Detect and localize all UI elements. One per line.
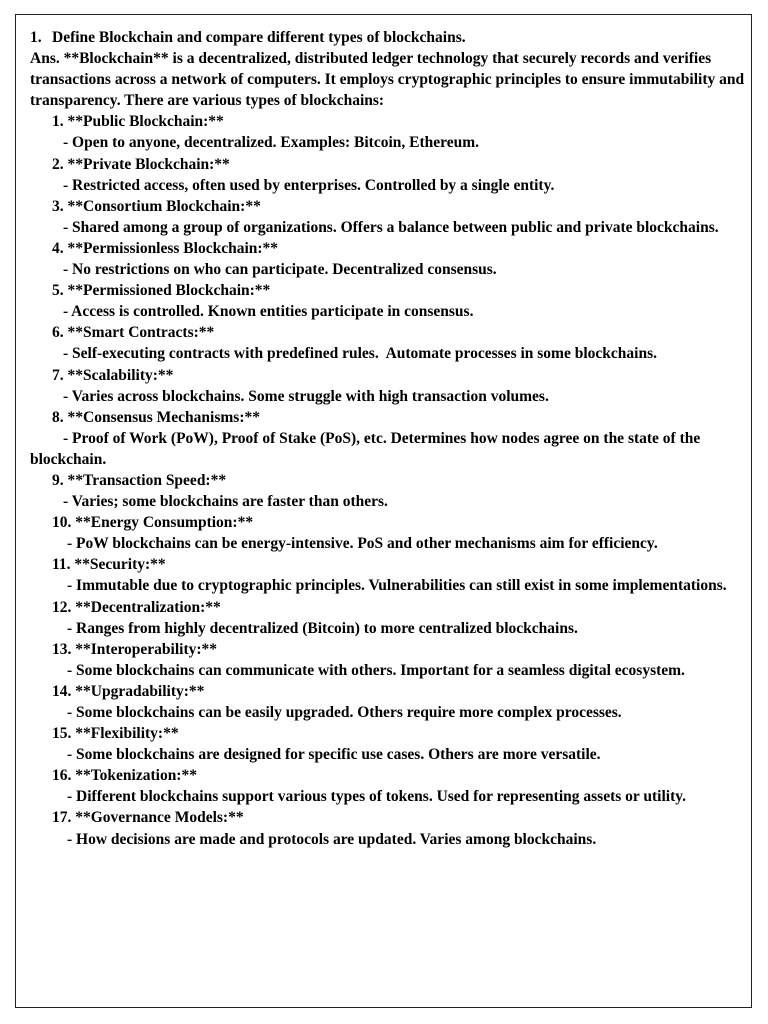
list-item-description: - Some blockchains can be easily upgraded. Others require more complex processes.: [67, 704, 622, 721]
list-item: [30, 365, 748, 407]
list-item-title: 9. **Transaction Speed:**: [52, 471, 227, 489]
document-body: [30, 27, 748, 850]
list-item-description: - Varies across blockchains. Some struggle with high transaction volumes.: [63, 387, 549, 405]
list-item-title: 17. **Governance Models:**: [52, 809, 244, 827]
list-item-title: 5. **Permissioned Blockchain:**: [52, 282, 271, 300]
list-item-title: 4. **Permissionless Blockchain:**: [52, 239, 279, 257]
question-text: Define Blockchain and compare different types of blockchains.: [52, 29, 466, 46]
list-item-description: - Self-executing contracts with predefined rules. Automate processes in some blockchains.: [63, 345, 657, 363]
list-item-title: 12. **Decentralization:**: [52, 598, 221, 616]
list-item: [30, 238, 748, 280]
answer-intro: Ans. **Blockchain** is a decentralized, distributed ledger technology that securely records and verifies transactions across a network of computers. It employs cryptographic principles to ensure immutability and transparency. There are various types of blockchains:: [30, 50, 749, 110]
list-item: [30, 154, 748, 196]
list-item-title: 14. **Upgradability:**: [52, 682, 205, 700]
list-item-description: - How decisions are made and protocols are updated. Varies among blockchains.: [67, 830, 597, 848]
list-item: [30, 639, 748, 681]
list-item: [30, 807, 748, 849]
list-item: [30, 554, 748, 596]
list-item-description: - No restrictions on who can participate. Decentralized consensus.: [63, 261, 497, 279]
list-item-title: 6. **Smart Contracts:**: [52, 324, 215, 342]
list-item-description: - Access is controlled. Known entities participate in consensus.: [63, 303, 474, 321]
question-number: 1.: [30, 29, 42, 46]
list-item-description: - Immutable due to cryptographic principles. Vulnerabilities can still exist in some implementations.: [67, 577, 727, 595]
list-item-title: 10. **Energy Consumption:**: [52, 514, 254, 532]
list-item: [30, 597, 748, 639]
list-item-description: - Some blockchains are designed for specific use cases. Others are more versatile.: [67, 746, 601, 764]
list-item: [30, 723, 748, 765]
list-item-title: 3. **Consortium Blockchain:**: [52, 197, 261, 215]
list-item: [30, 512, 748, 554]
list-item-description: - Restricted access, often used by enterprises. Controlled by a single entity.: [63, 176, 555, 194]
list-item-title: 15. **Flexibility:**: [52, 725, 179, 743]
list-item-description: - Different blockchains support various types of tokens. Used for representing assets or utility.: [67, 788, 687, 806]
list-item: [30, 280, 748, 322]
list-item: [30, 407, 748, 470]
list-item-title: 8. **Consensus Mechanisms:**: [52, 408, 260, 426]
list-item-description: - Open to anyone, decentralized. Examples: Bitcoin, Ethereum.: [63, 134, 480, 152]
list-item-description: - Proof of Work (PoW), Proof of Stake (PoS), etc. Determines how nodes agree on the state of the blockchain.: [30, 429, 705, 468]
question-heading: [30, 27, 748, 48]
list-item-description: - Some blockchains can communicate with others. Important for a seamless digital ecosystem.: [67, 661, 685, 679]
list-item-title: 1. **Public Blockchain:**: [52, 113, 224, 131]
list-item-title: 2. **Private Blockchain:**: [52, 155, 230, 173]
list-item-description: - Shared among a group of organizations. Offers a balance between public and private blockchains.: [63, 218, 719, 236]
list-item: [30, 322, 748, 364]
list-item-description: - PoW blockchains can be energy-intensive. PoS and other mechanisms aim for efficiency.: [67, 535, 658, 553]
list-item-description: - Varies; some blockchains are faster than others.: [63, 493, 388, 511]
list-item-title: 16. **Tokenization:**: [52, 767, 197, 785]
list-item: [30, 111, 748, 153]
list-item-title: 7. **Scalability:**: [52, 366, 174, 384]
blockchain-type-list: [30, 111, 748, 849]
list-item-title: 13. **Interoperability:**: [52, 640, 218, 658]
list-item: [30, 470, 748, 512]
list-item: [30, 765, 748, 807]
list-item-title: 11. **Security:**: [52, 556, 166, 574]
list-item: [30, 681, 748, 723]
list-item-description: - Ranges from highly decentralized (Bitcoin) to more centralized blockchains.: [67, 619, 578, 637]
list-item: [30, 196, 748, 238]
